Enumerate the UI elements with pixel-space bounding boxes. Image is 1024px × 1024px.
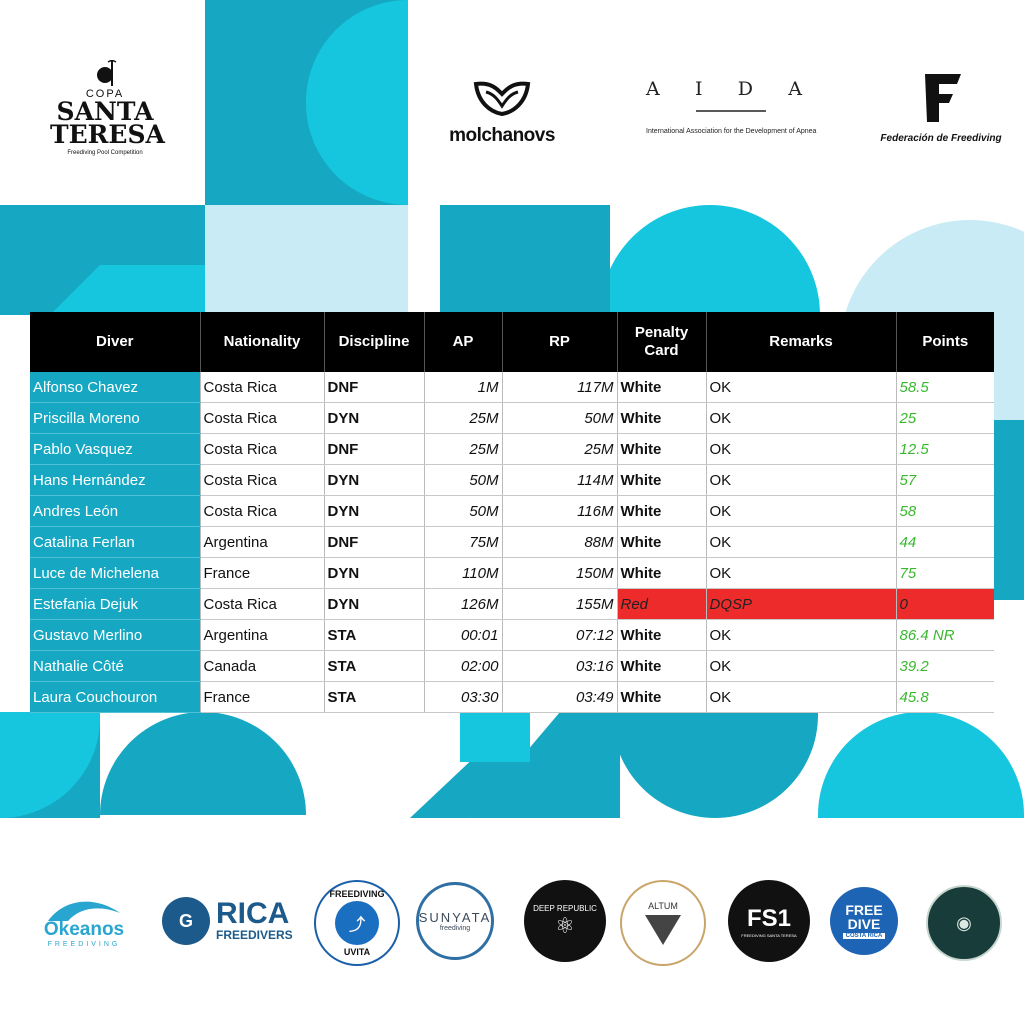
- cell-points: 25: [896, 403, 994, 434]
- molchanovs-name: molchanovs: [449, 125, 555, 146]
- col-header-points: Points: [896, 312, 994, 372]
- cell-nationality: Canada: [200, 651, 324, 682]
- cell-points: 0: [896, 589, 994, 620]
- cell-rp: 88M: [502, 527, 617, 558]
- cell-nationality: Costa Rica: [200, 372, 324, 403]
- whale-tail-icon: [645, 915, 681, 945]
- emblem-icon: ◉: [956, 912, 972, 933]
- col-header-discipline: Discipline: [324, 312, 424, 372]
- federacion-f-icon: [917, 70, 965, 126]
- cell-rp: 117M: [502, 372, 617, 403]
- cell-nationality: Argentina: [200, 527, 324, 558]
- cell-diver: Estefania Dejuk: [30, 589, 200, 620]
- diver-icon: ⤴: [335, 901, 379, 945]
- cell-points: 58: [896, 496, 994, 527]
- rica-badge-icon: G: [162, 897, 210, 945]
- aida-letters: [646, 78, 806, 100]
- cell-penalty-card: White: [617, 372, 706, 403]
- cell-remarks: OK: [706, 620, 896, 651]
- bg-cyan-semicircle-bottom-right: [818, 712, 1024, 818]
- fs1-name: FS1: [746, 904, 791, 932]
- cell-discipline: DNF: [324, 527, 424, 558]
- cell-ap: 75M: [424, 527, 502, 558]
- cell-remarks: OK: [706, 651, 896, 682]
- results-body: [30, 372, 994, 713]
- table-row: [30, 372, 994, 403]
- cell-discipline: DYN: [324, 465, 424, 496]
- bg-teal-block-right: [994, 420, 1024, 600]
- cell-rp: 114M: [502, 465, 617, 496]
- cell-nationality: Argentina: [200, 620, 324, 651]
- cell-ap: 1M: [424, 372, 502, 403]
- deep-republic-logo: [524, 880, 606, 962]
- table-row: [30, 589, 994, 620]
- federacion-name: Federación de Freediving: [880, 133, 1002, 144]
- molchanovs-logo: [442, 80, 562, 146]
- cell-diver: Andres León: [30, 496, 200, 527]
- table-row: [30, 465, 994, 496]
- divers-icon: ⚛: [555, 912, 575, 938]
- altum-logo: [620, 880, 706, 966]
- cell-diver: Nathalie Côté: [30, 651, 200, 682]
- sunyata-name: SUNYATA: [418, 910, 492, 925]
- cell-points: 57: [896, 465, 994, 496]
- col-header-nationality: Nationality: [200, 312, 324, 372]
- cell-penalty-card: White: [617, 403, 706, 434]
- cell-remarks: OK: [706, 558, 896, 589]
- freedive-costa-rica-logo: [830, 887, 898, 955]
- freediving-uvita-logo: [314, 880, 400, 966]
- bg-pale-block: [205, 205, 408, 315]
- cell-rp: 07:12: [502, 620, 617, 651]
- cell-diver: Pablo Vasquez: [30, 434, 200, 465]
- col-header-rp: RP: [502, 312, 617, 372]
- bg-teal-block-mid: [440, 205, 610, 315]
- cell-penalty-card: White: [617, 434, 706, 465]
- emblem-logo: [926, 885, 1002, 961]
- cell-nationality: Costa Rica: [200, 403, 324, 434]
- cell-diver: Laura Couchouron: [30, 682, 200, 713]
- sunyata-logo: [414, 880, 496, 962]
- cell-ap: 02:00: [424, 651, 502, 682]
- cell-diver: Alfonso Chavez: [30, 372, 200, 403]
- cell-nationality: Costa Rica: [200, 465, 324, 496]
- cell-remarks: OK: [706, 496, 896, 527]
- freedive-line2: DIVE: [847, 916, 881, 932]
- col-header-penalty-card: Penalty Card: [617, 312, 706, 372]
- cell-points: 45.8: [896, 682, 994, 713]
- table-row: [30, 682, 994, 713]
- okeanos-name: Okeanos: [43, 918, 125, 940]
- cell-ap: 126M: [424, 589, 502, 620]
- cell-discipline: DYN: [324, 496, 424, 527]
- sunyata-ring-icon: [416, 882, 494, 960]
- table-row: [30, 496, 994, 527]
- table-row: [30, 558, 994, 589]
- cell-points: 86.4 NR: [896, 620, 994, 651]
- aida-logo: [646, 78, 816, 148]
- cell-discipline: DYN: [324, 558, 424, 589]
- rica-freedivers-logo: [162, 880, 302, 962]
- santa-teresa-name-1: SANTA: [56, 97, 154, 126]
- cell-rp: 03:49: [502, 682, 617, 713]
- table-row: [30, 403, 994, 434]
- bg-teal-triangle-left: [0, 205, 205, 315]
- bg-cyan-block-bottom: [460, 712, 530, 762]
- cell-penalty-card: White: [617, 651, 706, 682]
- cell-nationality: France: [200, 558, 324, 589]
- cell-penalty-card: White: [617, 527, 706, 558]
- cell-discipline: DNF: [324, 372, 424, 403]
- cell-diver: Hans Hernández: [30, 465, 200, 496]
- table-row: [30, 434, 994, 465]
- cell-ap: 50M: [424, 496, 502, 527]
- bg-cyan-semicircle-mid: [600, 205, 820, 315]
- fs1-sub: FREEDIVING SANTA TERESA: [741, 932, 797, 938]
- table-row: [30, 651, 994, 682]
- cell-ap: 50M: [424, 465, 502, 496]
- cell-diver: Catalina Ferlan: [30, 527, 200, 558]
- federacion-logo: [876, 70, 1006, 150]
- trident-rider-icon: [90, 60, 120, 88]
- cell-ap: 25M: [424, 434, 502, 465]
- rica-name: RICA: [216, 897, 290, 930]
- cell-nationality: Costa Rica: [200, 589, 324, 620]
- cell-penalty-card: White: [617, 682, 706, 713]
- fs1-logo: [728, 880, 810, 962]
- cell-penalty-card: White: [617, 496, 706, 527]
- santa-teresa-logo: [50, 60, 165, 160]
- cell-remarks: OK: [706, 372, 896, 403]
- cell-ap: 110M: [424, 558, 502, 589]
- cell-remarks: OK: [706, 403, 896, 434]
- cell-penalty-card: Red: [617, 589, 706, 620]
- cell-diver: Luce de Michelena: [30, 558, 200, 589]
- sunyata-sub: freediving: [439, 925, 471, 932]
- molchanovs-mask-icon: [472, 80, 532, 116]
- aida-letter: A: [646, 78, 664, 100]
- cell-remarks: OK: [706, 527, 896, 558]
- aida-line-icon: [646, 108, 816, 114]
- cell-diver: Gustavo Merlino: [30, 620, 200, 651]
- cell-rp: 116M: [502, 496, 617, 527]
- santa-teresa-name-2: TERESA: [50, 120, 165, 149]
- cell-points: 39.2: [896, 651, 994, 682]
- uvita-top: FREEDIVING: [329, 889, 385, 899]
- cell-discipline: STA: [324, 651, 424, 682]
- cell-remarks: OK: [706, 465, 896, 496]
- cell-rp: 155M: [502, 589, 617, 620]
- aida-letter: D: [737, 78, 757, 100]
- cell-penalty-card: White: [617, 620, 706, 651]
- okeanos-sub: FREEDIVING: [47, 940, 121, 948]
- cell-nationality: Costa Rica: [200, 496, 324, 527]
- aida-subtitle: International Association for the Development of Apnea: [646, 128, 817, 135]
- cell-points: 75: [896, 558, 994, 589]
- cell-points: 58.5: [896, 372, 994, 403]
- table-row: [30, 527, 994, 558]
- cell-discipline: STA: [324, 620, 424, 651]
- cell-nationality: Costa Rica: [200, 434, 324, 465]
- cell-nationality: France: [200, 682, 324, 713]
- okeanos-logo: [34, 880, 134, 962]
- col-header-ap: AP: [424, 312, 502, 372]
- cell-discipline: STA: [324, 682, 424, 713]
- cell-rp: 50M: [502, 403, 617, 434]
- uvita-bottom: UVITA: [343, 947, 371, 957]
- cell-points: 44: [896, 527, 994, 558]
- cell-penalty-card: White: [617, 558, 706, 589]
- aida-letter: I: [694, 78, 707, 100]
- cell-remarks: DQSP: [706, 589, 896, 620]
- cell-penalty-card: White: [617, 465, 706, 496]
- cell-discipline: DYN: [324, 403, 424, 434]
- cell-diver: Priscilla Moreno: [30, 403, 200, 434]
- freedive-line1: FREE: [845, 902, 883, 918]
- santa-teresa-subtitle: Freediving Pool Competition: [67, 150, 143, 156]
- cell-discipline: DNF: [324, 434, 424, 465]
- cell-ap: 00:01: [424, 620, 502, 651]
- table-header-row: [30, 312, 994, 372]
- freedive-sub: COSTA RICA: [843, 933, 886, 939]
- deep-republic-name: DEEP REPUBLIC: [533, 903, 597, 913]
- rica-sub: FREEDIVERS: [216, 928, 293, 942]
- col-header-remarks: Remarks: [706, 312, 896, 372]
- cell-rp: 25M: [502, 434, 617, 465]
- cell-rp: 03:16: [502, 651, 617, 682]
- cell-remarks: OK: [706, 434, 896, 465]
- cell-remarks: OK: [706, 682, 896, 713]
- cell-ap: 03:30: [424, 682, 502, 713]
- bg-teal-semicircle-bottom-right: [612, 712, 818, 818]
- col-header-diver: Diver: [30, 312, 200, 372]
- santa-teresa-copa: COPA: [85, 88, 125, 100]
- results-table: [30, 312, 994, 713]
- cell-discipline: DYN: [324, 589, 424, 620]
- rica-text: [216, 897, 293, 942]
- aida-letter: A: [788, 78, 806, 100]
- table-row: [30, 620, 994, 651]
- cell-points: 12.5: [896, 434, 994, 465]
- cell-rp: 150M: [502, 558, 617, 589]
- altum-name: ALTUM: [648, 901, 678, 911]
- cell-ap: 25M: [424, 403, 502, 434]
